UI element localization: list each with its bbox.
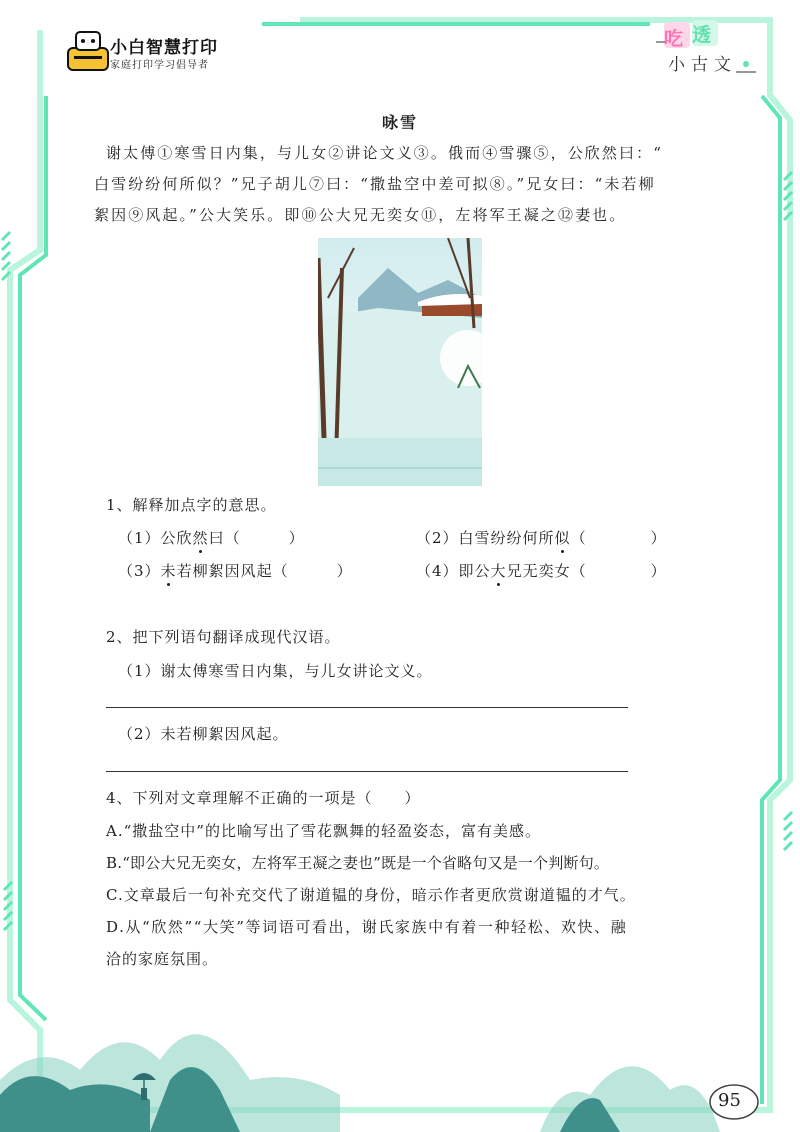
snow-scene-illustration [318,238,482,486]
q4-option-d: D.从“欣然”“大笑”等词语可看出，谢氏家族中有着一种轻松、欢快、融 [106,918,628,936]
q1-heading: 1、解释加点字的意思。 [106,496,277,514]
q1-item-text: （2）白雪纷纷何所 [416,529,555,547]
q4-heading: 4、下列对文章理解不正确的一项是（ ） [106,789,421,807]
logo-title: 小白智慧打印 [110,38,218,58]
q1-item-text: （1）公欣 [118,529,193,547]
q2-item-2: （2）未若柳絮因风起。 [118,725,289,743]
article-line: 谢太傅①寒雪日内集，与儿女②讲论文义③。俄而④雪骤⑤，公欣然曰：“ [106,144,663,162]
dotted-char: 未 [160,562,177,580]
q1-item-3 [118,560,353,581]
q1-item-1 [118,527,305,548]
q1-item-text: （4）即公 [416,562,491,580]
q4-option-b: B.“即公大兄无奕女，左将军王凝之妻也”既是一个省略句又是一个判断句。 [106,854,610,872]
dotted-char: 然 [192,529,209,547]
q1-item-4 [416,560,667,581]
logo-subtitle: 家庭打印学习倡导者 [110,60,209,71]
q2-item-1: （1）谢太傅寒雪日内集，与儿女讲论文义。 [118,662,433,680]
q1-item-blank: 若柳絮因风起（ ） [176,562,353,580]
dotted-char: 似 [554,529,571,547]
article-line: 白雪纷纷何所似？”兄子胡儿⑦曰：“撒盐空中差可拟⑧。”兄女曰：“未若柳 [94,175,656,193]
article-line: 絮因⑨风起。”公大笑乐。即⑩公大兄无奕女⑪，左将军王凝之⑫妻也。 [94,206,627,224]
q1-item-text: （3） [118,562,161,580]
brand-subtitle: 小古文 [668,55,737,75]
dotted-char: 大 [490,562,507,580]
answer-line [106,771,628,772]
page-number: 95 [718,1090,741,1111]
q1-item-blank: （ ） [570,529,667,547]
article-title: 咏雪 [381,113,418,132]
brand-char-2: 透 [692,24,712,46]
q1-item-2 [416,527,667,548]
q2-heading: 2、把下列语句翻译成现代汉语。 [106,628,341,646]
q4-option-c: C.文章最后一句补充交代了谢道韫的身份，暗示作者更欣赏谢道韫的才气。 [106,886,636,904]
q1-item-blank: 曰（ ） [208,529,305,547]
q4-option-a: A.“撒盐空中”的比喻写出了雪花飘舞的轻盈姿态，富有美感。 [106,822,541,840]
q1-item-blank: 兄无奕女（ ） [506,562,667,580]
brand-char-1: 吃 [664,28,684,50]
article-body [94,138,674,231]
answer-line [106,707,628,708]
q4-option-d-cont: 洽的家庭氛围。 [106,950,219,968]
